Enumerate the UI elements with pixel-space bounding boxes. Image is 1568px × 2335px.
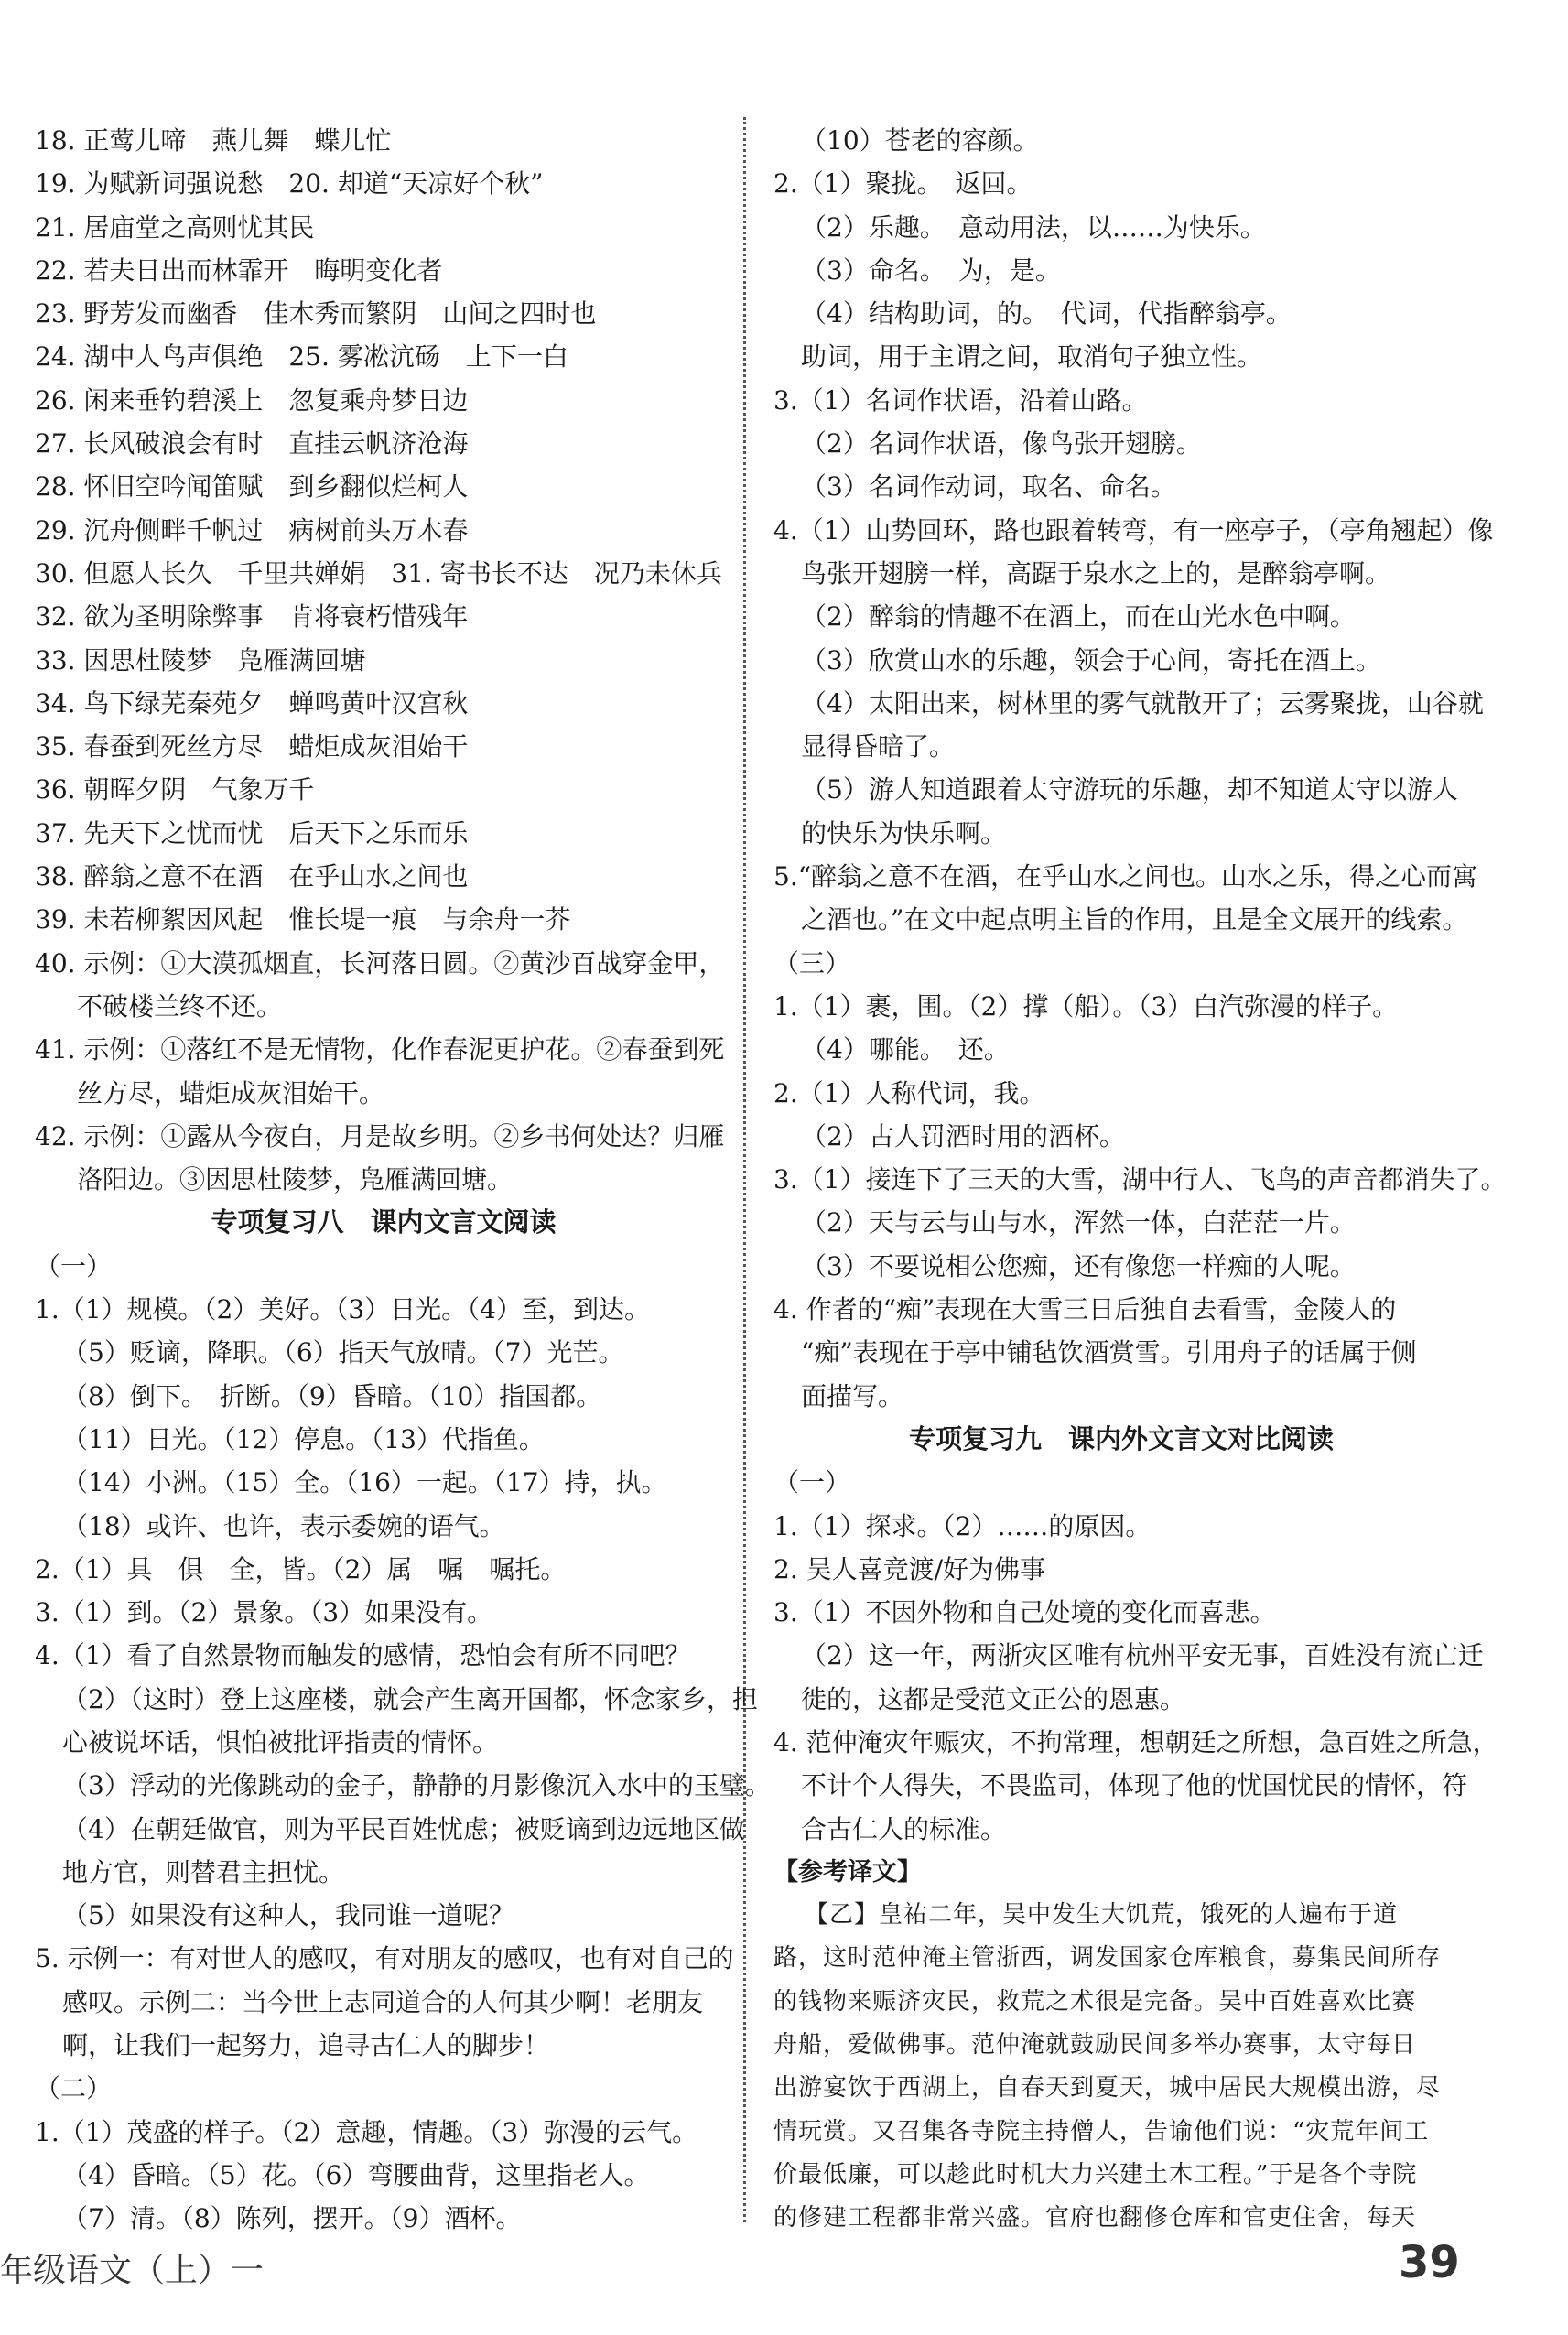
answer-line: 34. 鸟下绿芜秦苑夕 蝉鸣黄叶汉宫秋 [35,687,469,719]
answer-line: 3.（1）名词作状语，沿着山路。 [773,384,1148,416]
answer-line: “痴”表现在于亭中铺毡饮酒赏雪。引用舟子的话属于侧 [801,1337,1417,1368]
answer-line: （3）欣赏山水的乐趣，领会于心间，寄托在酒上。 [801,644,1381,676]
answer-line: （2）（这时）登上这座楼，就会产生离开国都，怀念家乡，担 [62,1683,758,1714]
answer-line: 23. 野芳发而幽香 佳木秀而繁阴 山间之四时也 [35,298,597,330]
answer-line: （18）或许、也许，表示委婉的语气。 [62,1510,505,1541]
translation-line: 情玩赏。又召集各寺院主持僧人，告谕他们说：“灾荒年间工 [773,2117,1430,2146]
answer-line: 1.（1）裹，围。（2）撑（船）。（3）白汽弥漫的样子。 [773,990,1399,1022]
answer-line: （3）不要说相公您痴，还有像您一样痴的人呢。 [801,1250,1356,1281]
answer-line: （5）游人知道跟着太守游玩的乐趣，却不知道太守以游人 [801,774,1458,805]
answer-line: 21. 居庙堂之高则忧其民 [35,211,315,243]
answer-line: 合古仁人的标准。 [801,1813,1007,1844]
answer-line: 不破楼兰终不还。 [77,990,283,1022]
answer-line: 感叹。示例二：当今世上志同道合的人何其少啊！老朋友 [62,1986,704,2017]
section-heading: 专项复习九 课内外文言文对比阅读 [908,1422,1334,1454]
footer-grade-subject: 年级语文（上）一 [0,2252,265,2289]
translation-line: 舟船，爱做佛事。范仲淹就鼓励民间多举办赛事，太守每日 [773,2031,1417,2059]
answer-line: 助词，用于主谓之间，取消句子独立性。 [801,341,1263,373]
answer-line: （3）命名。 为，是。 [801,254,1061,286]
translation-line: 的修建工程都非常兴盛。官府也翻修仓库和官吏住舍，每天 [773,2204,1417,2232]
answer-line: 36. 朝晖夕阴 气象万千 [35,774,315,805]
answer-line: （11）日光。（12）停息。（13）代指鱼。 [62,1423,545,1454]
translation-line: 【乙】皇祐二年，吴中发生大饥荒，饿死的人遍布于道 [805,1901,1399,1930]
answer-line: 1.（1）茂盛的样子。（2）意趣，情趣。（3）弥漫的云气。 [35,2116,698,2147]
column-divider [743,117,746,2222]
answer-line: 显得昏暗了。 [801,731,956,762]
answer-line: （二） [35,2073,113,2104]
answer-line: 啊，让我们一起努力，追寻古仁人的脚步！ [62,2030,550,2061]
answer-line: （三） [773,947,851,978]
answer-line: （4）哪能。 还。 [801,1034,1010,1065]
answer-line: 22. 若夫日出而林霏开 晦明变化者 [35,254,443,286]
answer-line: 1.（1）探求。（2）……的原因。 [773,1510,1152,1541]
answer-line: 27. 长风破浪会有时 直挂云帆济沧海 [35,428,469,459]
answer-line: 1.（1）规模。（2）美好。（3）日光。（4）至，到达。 [35,1294,650,1325]
answer-line: （5）贬谪，降职。（6）指天气放晴。（7）光芒。 [62,1337,624,1368]
answer-line: （3）浮动的光像跳动的金子，静静的月影像沉入水中的玉璧。 [62,1770,771,1801]
answer-line: 41. 示例：①落红不是无情物，化作春泥更护花。②春蚕到死 [35,1034,725,1065]
answer-line: 2. 吴人喜竞渡/好为佛事 [773,1553,1046,1584]
answer-line: （2）名词作状语，像鸟张开翅膀。 [801,428,1202,459]
answer-line: 42. 示例：①露从今夜白，月是故乡明。②乡书何处达？归雁 [35,1120,725,1151]
answer-line: 4. 范仲淹灾年赈灾，不拘常理，想朝廷之所想，急百姓之所急， [773,1726,1498,1757]
answer-line: 4.（1）山势回环，路也跟着转弯，有一座亭子，（亭角翘起）像 [773,514,1494,546]
answer-line: 4. 作者的“痴”表现在大雪三日后独自去看雪，金陵人的 [773,1294,1397,1325]
answer-line: 5. 示例一：有对世人的感叹，有对朋友的感叹，也有对自己的 [35,1943,734,1974]
answer-line: （一） [35,1250,113,1281]
answer-line: 39. 未若柳絮因风起 惟长堤一痕 与余舟一芥 [35,904,571,935]
answer-line: （4）在朝廷做官，则为平民百姓忧虑；被贬谪到边远地区做 [62,1813,745,1844]
answer-line: 地方官，则替君主担忧。 [62,1856,345,1887]
answer-line: （4）结构助词，的。 代词，代指醉翁亭。 [801,298,1292,330]
translation-line: 出游宴饮于西湖上，自春天到夏天，城中居民大规模出游，尽 [773,2074,1442,2103]
left-column [35,119,771,2241]
answer-line: （3）名词作动词，取名、命名。 [801,471,1176,503]
answer-line: 的快乐为快乐啊。 [801,817,1007,849]
answer-line: （10）苍老的容颜。 [801,125,1039,156]
answer-line: 2.（1）人称代词，我。 [773,1077,1045,1108]
answer-line: 3.（1）接连下了三天的大雪，湖中行人、飞鸟的声音都消失了。 [773,1164,1507,1195]
answer-line: 丝方尽，蜡炬成灰泪始干。 [77,1077,385,1108]
answer-line: 5.“醉翁之意不在酒，在乎山水之间也。山水之乐，得之心而寓 [773,861,1478,892]
answer-line: （8）倒下。 折断。（9）昏暗。（10）指国都。 [62,1380,602,1411]
answer-line: 3.（1）到。（2）景象。（3）如果没有。 [35,1597,493,1628]
translation-line: 价最低廉，可以趁此时机大力兴建土木工程。”于是各个寺院 [773,2160,1418,2189]
answer-line: 2.（1）聚拢。 返回。 [773,168,1033,200]
answer-line: 24. 湖中人鸟声俱绝 25. 雾凇沆砀 上下一白 [35,341,568,373]
page-number: 39 [1399,2237,1460,2288]
right-column [773,119,1507,2241]
answer-line: 32. 欲为圣明除弊事 肯将衰朽惜残年 [35,601,469,632]
answer-line: 洛阳边。③因思杜陵梦，凫雁满回塘。 [77,1164,514,1195]
answer-line: 徙的，这都是受范文正公的恩惠。 [801,1683,1186,1714]
answer-line: 37. 先天下之忧而忧 后天下之乐而乐 [35,817,469,849]
answer-line: （2）醉翁的情趣不在酒上，而在山光水色中啊。 [801,601,1356,632]
answer-line: （14）小洲。（15）全。（16）一起。（17）持，执。 [62,1467,667,1498]
answer-line: 26. 闲来垂钓碧溪上 忽复乘舟梦日边 [35,384,469,416]
answer-line: （4）太阳出来，树林里的雾气就散开了；云雾聚拢，山谷就 [801,687,1484,719]
answer-line: 心被说坏话，惧怕被批评指责的情怀。 [62,1726,499,1757]
answer-line: 29. 沉舟侧畔千帆过 病树前头万木春 [35,514,469,546]
answer-line: （一） [773,1467,851,1498]
answer-line: 之酒也。”在文中起点明主旨的作用，且是全文展开的线索。 [801,904,1468,935]
answer-line: 4.（1）看了自然景物而触发的感情，恐怕会有所不同吧？ [35,1640,691,1671]
answer-line: 2.（1）具 俱 全，皆。（2）属 嘱 嘱托。 [35,1553,567,1584]
answer-line: 3.（1）不因外物和自己处境的变化而喜悲。 [773,1597,1276,1628]
reference-translation-label: 【参考译文】 [773,1857,922,1886]
answer-line: 不计个人得失，不畏监司，体现了他的忧国忧民的情怀，符 [801,1770,1468,1801]
answer-line: （2）天与云与山与水，浑然一体，白茫茫一片。 [801,1207,1356,1238]
answer-line: 38. 醉翁之意不在酒 在乎山水之间也 [35,861,469,892]
answer-line: （7）清。（8）陈列，摆开。（9）酒杯。 [62,2203,522,2234]
answer-line: （2）这一年，两浙灾区唯有杭州平安无事，百姓没有流亡迁 [801,1640,1484,1671]
translation-line: 路，这时范仲淹主管浙西，调发国家仓库粮食，募集民间所存 [773,1944,1442,1973]
translation-line: 的钱物来赈济灾民，救荒之术很是完备。吴中百姓喜欢比赛 [773,1987,1417,2016]
answer-line: 18. 正莺儿啼 燕儿舞 蝶儿忙 [35,125,392,156]
section-heading: 专项复习八 课内文言文阅读 [211,1206,557,1238]
answer-line: 30. 但愿人长久 千里共婵娟 31. 寄书长不达 况乃未休兵 [35,557,722,589]
answer-line: 19. 为赋新词强说愁 20. 却道“天凉好个秋” [35,168,544,200]
answer-line: 面描写。 [801,1380,904,1411]
answer-line: （5）如果没有这种人，我同谁一道呢？ [62,1900,514,1931]
answer-line: （2）古人罚酒时用的酒杯。 [801,1120,1125,1151]
answer-line: 35. 春蚕到死丝方尽 蜡炬成灰泪始干 [35,731,469,762]
answer-line: 40. 示例：①大漠孤烟直，长河落日圆。②黄沙百战穿金甲， [35,947,725,978]
answer-line: 鸟张开翅膀一样，高踞于泉水之上的，是醉翁亭啊。 [801,557,1391,589]
answer-line: （4）昏暗。（5）花。（6）弯腰曲背，这里指老人。 [62,2159,650,2190]
answer-line: 28. 怀旧空吟闻笛赋 到乡翻似烂柯人 [35,471,469,503]
answer-line: （2）乐趣。 意动用法，以……为快乐。 [801,211,1266,243]
answer-line: 33. 因思杜陵梦 凫雁满回塘 [35,644,366,676]
